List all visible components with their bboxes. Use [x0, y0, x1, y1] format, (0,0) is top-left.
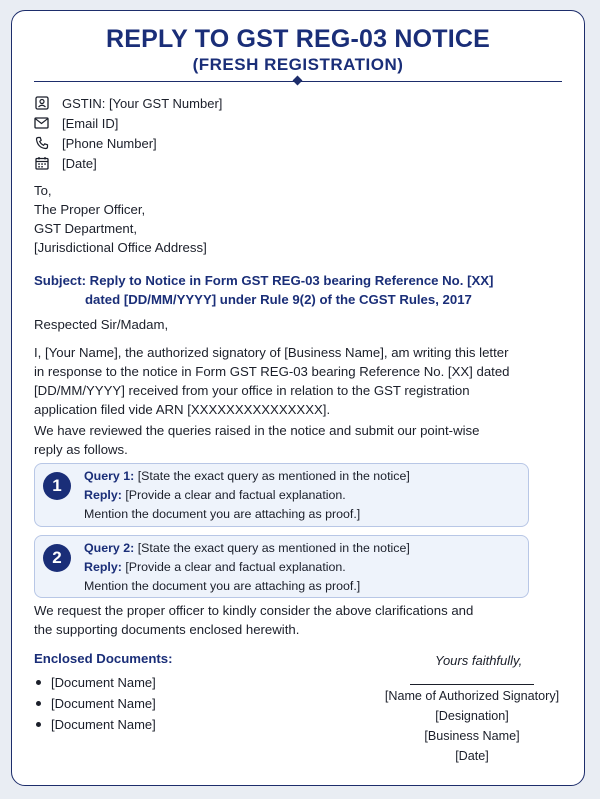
- intro-line: in response to the notice in Form GST REG-03 bearing Reference No. [XX] dated: [34, 364, 510, 379]
- phone-icon: [34, 136, 49, 151]
- bullet-icon: [36, 680, 41, 685]
- query-body: [84, 539, 410, 596]
- review-line: reply as follows.: [34, 442, 128, 457]
- signatory-business: [Business Name]: [424, 729, 520, 743]
- reply-label: Reply:: [84, 488, 122, 502]
- signature-line: [410, 684, 534, 685]
- id-card-icon: [34, 96, 49, 111]
- calendar-icon: [34, 156, 49, 171]
- addressee-block: [34, 181, 207, 257]
- query-number-badge: 2: [43, 544, 71, 572]
- document-name: [Document Name]: [51, 675, 156, 690]
- closing-phrase: Yours faithfully,: [435, 653, 523, 668]
- salutation: Respected Sir/Madam,: [34, 317, 169, 332]
- bullet-icon: [36, 701, 41, 706]
- document-name: [Document Name]: [51, 696, 156, 711]
- reply-label: Reply:: [84, 560, 122, 574]
- request-paragraph: [34, 601, 554, 639]
- query-number-badge: 1: [43, 472, 71, 500]
- letter-subtitle: (FRESH REGISTRATION): [192, 55, 404, 74]
- contact-email: [34, 114, 118, 132]
- query-label: Query 1:: [84, 469, 135, 483]
- query-body: [84, 467, 410, 524]
- query-box-2: [34, 535, 529, 598]
- list-item: [34, 717, 156, 732]
- addressee-line: [Jurisdictional Office Address]: [34, 240, 207, 255]
- addressee-to: To,: [34, 183, 52, 198]
- reply-text-line-2: Mention the document you are attaching as proof.]: [84, 579, 361, 593]
- letter-title: REPLY TO GST REG-03 NOTICE: [106, 25, 490, 53]
- contact-phone: [34, 134, 157, 152]
- addressee-line: The Proper Officer,: [34, 202, 146, 217]
- bullet-icon: [36, 722, 41, 727]
- reply-text-line-2: Mention the document you are attaching as proof.]: [84, 507, 361, 521]
- request-line: We request the proper officer to kindly consider the above clarifications and: [34, 603, 474, 618]
- list-item: [34, 675, 156, 690]
- subject-block: [34, 271, 493, 309]
- intro-line: [DD/MM/YYYY] received from your office in relation to the GST registration: [34, 383, 470, 398]
- review-paragraph: [34, 421, 554, 459]
- review-line: We have reviewed the queries raised in the notice and submit our point-wise: [34, 423, 480, 438]
- addressee-line: GST Department,: [34, 221, 138, 236]
- date-text: [Date]: [62, 155, 97, 171]
- signatory-name: [Name of Authorized Signatory]: [384, 689, 560, 703]
- gstin-text: GSTIN: [Your GST Number]: [62, 95, 223, 111]
- intro-paragraph: [34, 343, 554, 419]
- query-text: [State the exact query as mentioned in the notice]: [134, 469, 410, 483]
- subject-line-1: Subject: Reply to Notice in Form GST REG-03 bearing Reference No. [XX]: [34, 273, 494, 288]
- reply-text: [Provide a clear and factual explanation.: [121, 488, 346, 502]
- contact-date: [34, 154, 97, 172]
- notice-letter-page: [11, 10, 585, 786]
- list-item: [34, 696, 156, 711]
- query-text: [State the exact query as mentioned in the notice]: [134, 541, 410, 555]
- enclosed-documents-title: Enclosed Documents:: [34, 651, 173, 666]
- divider-diamond: [293, 76, 303, 86]
- subject-line-2: dated [DD/MM/YYYY] under Rule 9(2) of the CGST Rules, 2017: [85, 292, 472, 307]
- phone-text: [Phone Number]: [62, 135, 157, 151]
- reply-text: [Provide a clear and factual explanation.: [121, 560, 346, 574]
- signatory-date: [Date]: [455, 749, 489, 763]
- envelope-icon: [34, 116, 49, 131]
- signatory-designation: [Designation]: [435, 709, 509, 723]
- query-box-1: [34, 463, 529, 527]
- intro-line: application filed vide ARN [XXXXXXXXXXXXXXX].: [34, 402, 331, 417]
- document-name: [Document Name]: [51, 717, 156, 732]
- contact-gstin: [34, 94, 222, 112]
- email-text: [Email ID]: [62, 115, 119, 131]
- request-line: the supporting documents enclosed herewith.: [34, 622, 300, 637]
- query-label: Query 2:: [84, 541, 135, 555]
- intro-line: I, [Your Name], the authorized signatory of [Business Name], am writing this letter: [34, 345, 509, 360]
